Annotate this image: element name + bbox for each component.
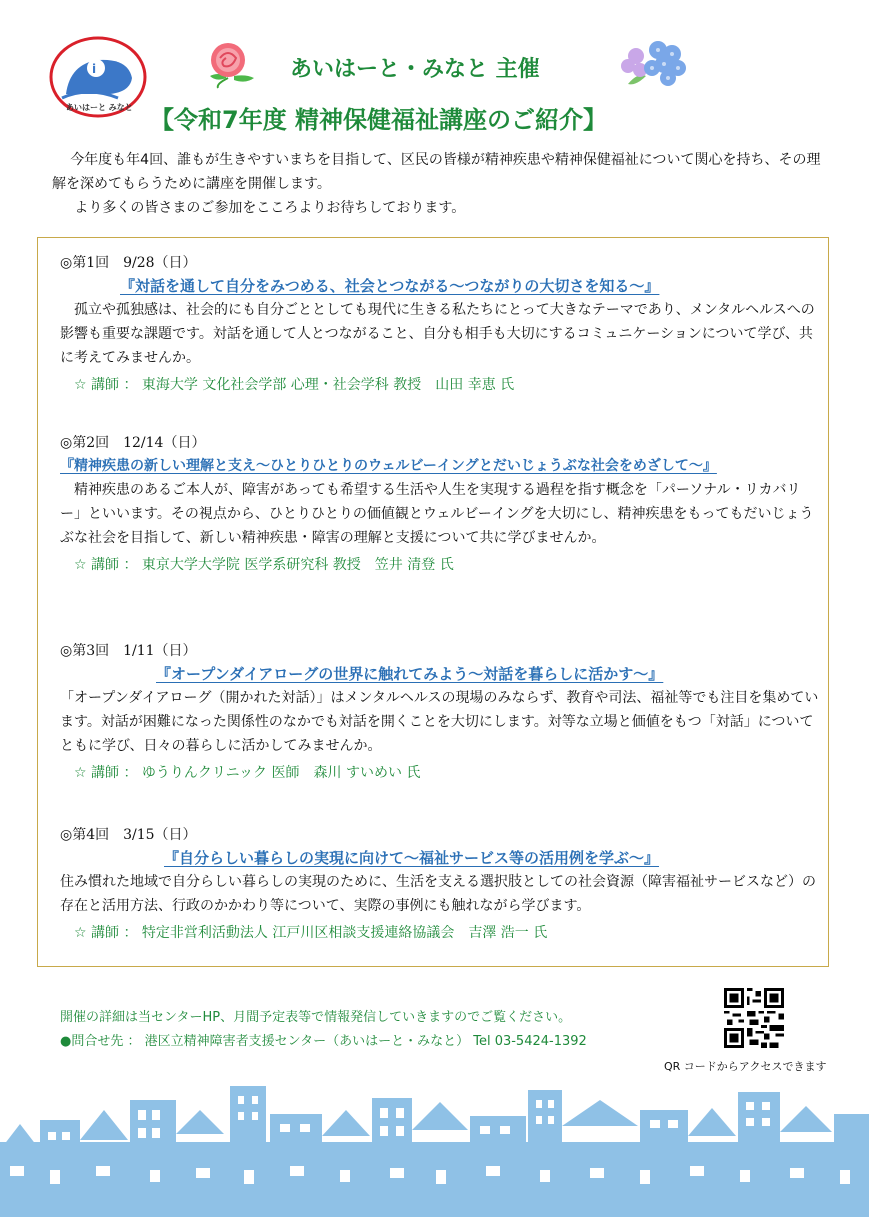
page-title: 【令和7年度 精神保健福祉講座のご紹介】 — [150, 106, 608, 134]
session-lecturer: ☆ 講師 ： 東海大学 文化社会学部 心理・社会学科 教授 山田 幸恵 氏 — [74, 377, 515, 393]
session-description: 精神疾患のあるご本人が、障害があっても希望する生活や人生を実現する過程を指す概念を「パーソナル・リカバリー」といいます。その視点から、ひとりひとりの価値観とウェルビーイングを大切にし、精神疾患をもってもだいじょうぶな社会を目指して、新しい精神疾患・障害の理解と支援について共に学びませんか。 — [60, 482, 814, 546]
session-lecturer: ☆ 講師 ： 特定非営利活動法人 江戸川区相談支援連絡協議会 吉澤 浩一 氏 — [74, 925, 548, 941]
session-3 — [60, 640, 820, 786]
session-1 — [60, 252, 820, 398]
session-date: ◎第2回 12/14（日） — [60, 435, 206, 451]
footer-info: 開催の詳細は当センターHP、月間予定表等で情報発信していきますのでご覧ください。 — [60, 1010, 572, 1025]
sessions-frame — [37, 237, 829, 967]
intro-paragraph: より多くの皆さまのご参加をこころよりお待ちしております。 — [74, 200, 466, 216]
session-description: 「オープンダイアローグ（開かれた対話）」はメンタルヘルスの現場のみならず、教育や司法、福祉等でも注目を集めています。対話が困難になった関係性のなかでも対話を開くことを大切にします。対等な立場と価値をもつ「対話」についてともに学び、日々の暮らしに活かしてみませんか。 — [60, 690, 819, 754]
session-4 — [60, 824, 820, 946]
session-title: 『オープンダイアローグの世界に触れてみよう～対話を暮らしに活かす～』 — [156, 665, 664, 683]
session-description: 住み慣れた地域で自分らしい暮らしの実現のために、生活を支える選択肢としての社会資源（障害福祉サービスなど）の存在と活用方法、行政のかかわり等について、実際の事例にも触れながら学びます。 — [60, 874, 816, 914]
qr-code-icon[interactable] — [724, 988, 784, 1048]
organizer-heading: あいはーと・みなと 主催 — [290, 57, 540, 82]
logo-text: あいはーと みなと — [66, 103, 133, 112]
qr-caption: QR コードからアクセスできます — [664, 1060, 827, 1073]
session-date: ◎第1回 9/28（日） — [60, 255, 197, 271]
session-2 — [60, 432, 820, 578]
session-description: 孤立や孤独感は、社会的にも自分ごととしても現代に生きる私たちにとって大きなテーマであり、メンタルヘルスへの影響も重要な課題です。対話を通して人とつながること、自分も相手も大切にするコミュニケーションについて学び、共に考えてみませんか。 — [60, 302, 815, 366]
session-title: 『対話を通して自分をみつめる、社会とつながる～つながりの大切さを知る～』 — [120, 277, 660, 295]
hydrangea-icon — [618, 32, 692, 94]
rose-icon — [198, 38, 260, 90]
intro-text — [52, 148, 822, 220]
intro-paragraph: 今年度も年4回、誰もが生きやすいまちを目指して、区民の皆様が精神疾患や精神保健福祉について関心を持ち、その理解を深めてもらうために講座を開催します。 — [52, 152, 821, 192]
session-title: 『精神疾患の新しい理解と支え～ひとりひとりのウェルビーイングとだいじょうぶな社会をめざして～』 — [60, 458, 717, 474]
session-date: ◎第4回 3/15（日） — [60, 827, 197, 843]
session-lecturer: ☆ 講師 ： ゆうりんクリニック 医師 森川 すいめい 氏 — [74, 765, 421, 781]
session-lecturer: ☆ 講師 ： 東京大学大学院 医学系研究科 教授 笠井 清登 氏 — [74, 557, 454, 573]
contact-info: ●問合せ先 ： 港区立精神障害者支援センター（あいはーと・みなと） Tel 03-5424-1392 — [60, 1034, 587, 1049]
session-date: ◎第3回 1/11（日） — [60, 643, 197, 659]
logo-icon — [48, 36, 148, 118]
svg-text:i: i — [92, 62, 97, 76]
session-title: 『自分らしい暮らしの実現に向けて～福祉サービス等の活用例を学ぶ～』 — [164, 849, 660, 867]
town-skyline-icon — [0, 1080, 869, 1217]
